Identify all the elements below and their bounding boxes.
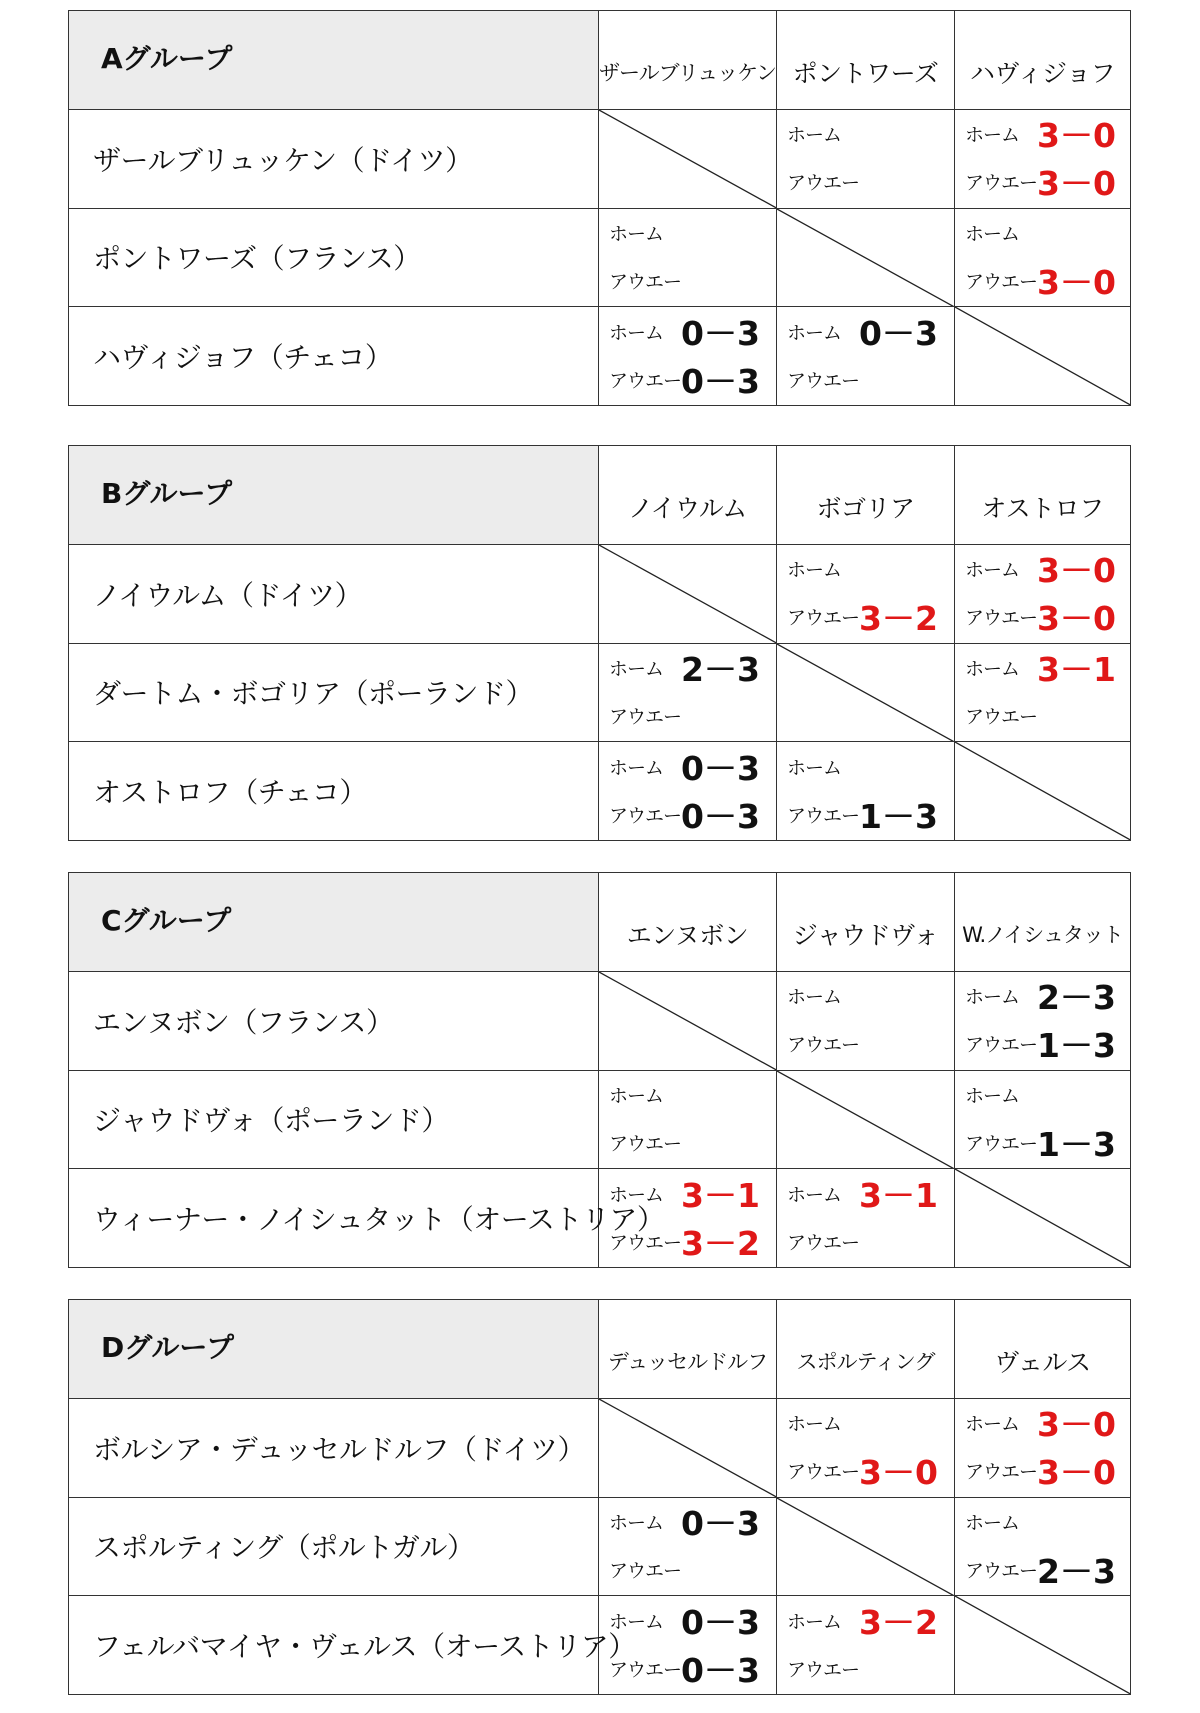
match-cell bbox=[955, 643, 1131, 742]
diagonal-line bbox=[955, 307, 1130, 405]
away-result-line bbox=[965, 597, 1116, 637]
self-match-cell bbox=[955, 307, 1131, 406]
away-result-line bbox=[965, 1451, 1116, 1491]
column-header: ノイウルム bbox=[599, 446, 777, 545]
self-match-cell bbox=[777, 208, 955, 307]
away-result-line bbox=[609, 696, 681, 736]
home-result-line bbox=[787, 1173, 938, 1213]
home-score: 2－3 bbox=[1037, 978, 1116, 1018]
away-label: アウエー bbox=[965, 271, 1038, 293]
home-result-line bbox=[787, 114, 859, 154]
self-match-cell bbox=[599, 971, 777, 1070]
away-label: アウエー bbox=[787, 1034, 860, 1057]
column-header: ハヴィジョフ bbox=[955, 11, 1131, 110]
group-table bbox=[68, 1299, 1131, 1695]
away-result-line bbox=[787, 359, 859, 399]
home-result-line bbox=[609, 746, 760, 786]
self-match-cell bbox=[777, 1070, 955, 1169]
team-row bbox=[69, 1169, 1131, 1268]
home-score: 0－3 bbox=[681, 1602, 760, 1642]
home-label: ホーム bbox=[965, 1413, 1020, 1436]
home-label: ホーム bbox=[787, 756, 842, 779]
match-cell bbox=[955, 1398, 1131, 1497]
home-label: ホーム bbox=[609, 658, 664, 680]
team-name: ダートム・ボゴリア（ポーランド） bbox=[69, 643, 599, 742]
team-row bbox=[69, 1070, 1131, 1169]
column-header: ボゴリア bbox=[777, 446, 955, 545]
home-label: ホーム bbox=[965, 223, 1020, 245]
home-result-line bbox=[609, 1600, 760, 1640]
away-result-line bbox=[965, 162, 1116, 202]
away-result-line bbox=[609, 261, 681, 301]
home-label: ホーム bbox=[787, 559, 842, 582]
match-cell bbox=[599, 742, 777, 841]
home-result-line bbox=[965, 213, 1037, 253]
away-label: アウエー bbox=[787, 607, 860, 630]
group-title bbox=[69, 873, 599, 972]
home-score: 3－1 bbox=[859, 1175, 938, 1215]
away-result-line bbox=[965, 1024, 1116, 1064]
home-result-line bbox=[787, 1403, 859, 1443]
away-score: 3－0 bbox=[859, 1453, 938, 1493]
away-score: 0－3 bbox=[681, 361, 760, 401]
home-result-line bbox=[965, 114, 1116, 154]
home-result-line bbox=[609, 1075, 681, 1115]
home-label: ホーム bbox=[787, 1610, 842, 1633]
home-result-line bbox=[609, 648, 760, 688]
away-label: アウエー bbox=[609, 1231, 682, 1254]
away-label: アウエー bbox=[787, 1231, 860, 1254]
home-result-line bbox=[965, 1403, 1116, 1443]
home-label: ホーム bbox=[965, 1512, 1020, 1534]
group-title bbox=[69, 1300, 599, 1399]
self-match-cell bbox=[955, 1596, 1131, 1695]
group-title-text: Bグループ bbox=[101, 477, 233, 510]
column-header: スポルティング bbox=[777, 1300, 955, 1399]
column-header: ポントワーズ bbox=[777, 11, 955, 110]
home-label: ホーム bbox=[609, 1512, 664, 1534]
home-label: ホーム bbox=[787, 321, 842, 344]
away-score: 3－0 bbox=[1037, 1453, 1116, 1493]
home-label: ホーム bbox=[787, 1413, 842, 1436]
match-cell bbox=[777, 544, 955, 643]
match-cell bbox=[955, 1497, 1131, 1596]
home-score: 0－3 bbox=[681, 313, 760, 353]
self-match-cell bbox=[599, 544, 777, 643]
away-label: アウエー bbox=[965, 1560, 1038, 1582]
diagonal-line bbox=[777, 644, 954, 742]
away-score: 1－3 bbox=[1037, 1026, 1116, 1066]
team-name: オストロフ（チェコ） bbox=[69, 742, 599, 841]
self-match-cell bbox=[777, 1497, 955, 1596]
match-cell bbox=[599, 1070, 777, 1169]
away-label: アウエー bbox=[787, 369, 860, 392]
column-header: ジャウドヴォ bbox=[777, 873, 955, 972]
away-result-line bbox=[787, 794, 938, 834]
home-label: ホーム bbox=[965, 1085, 1020, 1107]
home-result-line bbox=[965, 549, 1116, 589]
match-cell bbox=[599, 1596, 777, 1695]
home-result-line bbox=[787, 549, 859, 589]
group-header-row bbox=[69, 1300, 1131, 1399]
team-row bbox=[69, 1596, 1131, 1695]
home-label: ホーム bbox=[609, 223, 664, 245]
away-result-line bbox=[609, 1550, 681, 1590]
match-cell bbox=[955, 1070, 1131, 1169]
column-header: エンヌボン bbox=[599, 873, 777, 972]
home-label: ホーム bbox=[787, 986, 842, 1009]
home-label: ホーム bbox=[609, 1610, 664, 1633]
match-cell bbox=[599, 1169, 777, 1268]
away-result-line bbox=[965, 696, 1037, 736]
team-row bbox=[69, 544, 1131, 643]
away-score: 3－0 bbox=[1037, 164, 1116, 204]
away-label: アウエー bbox=[609, 271, 682, 293]
away-score: 3－0 bbox=[1037, 599, 1116, 639]
column-header: W.ノイシュタット bbox=[955, 873, 1131, 972]
diagonal-line bbox=[599, 972, 776, 1070]
home-label: ホーム bbox=[965, 986, 1020, 1009]
group-header-row bbox=[69, 873, 1131, 972]
self-match-cell bbox=[955, 742, 1131, 841]
away-result-line bbox=[609, 359, 760, 399]
team-name: ポントワーズ（フランス） bbox=[69, 208, 599, 307]
home-score: 3－0 bbox=[1037, 551, 1116, 591]
diagonal-line bbox=[955, 1169, 1130, 1267]
group-title bbox=[69, 11, 599, 110]
diagonal-line bbox=[955, 742, 1130, 840]
home-result-line bbox=[787, 311, 938, 351]
team-name: ハヴィジョフ（チェコ） bbox=[69, 307, 599, 406]
home-score: 2－3 bbox=[681, 650, 760, 689]
away-score: 3－2 bbox=[859, 599, 938, 639]
away-label: アウエー bbox=[787, 172, 860, 195]
home-label: ホーム bbox=[965, 658, 1020, 680]
column-header: ザールブリュッケン bbox=[599, 11, 777, 110]
home-label: ホーム bbox=[787, 124, 842, 147]
home-label: ホーム bbox=[609, 321, 664, 344]
home-score: 0－3 bbox=[859, 313, 938, 353]
team-row bbox=[69, 307, 1131, 406]
self-match-cell bbox=[599, 109, 777, 208]
away-score: 3－2 bbox=[681, 1223, 760, 1263]
away-label: アウエー bbox=[965, 607, 1038, 630]
away-result-line bbox=[965, 1550, 1116, 1590]
diagonal-line bbox=[777, 1071, 954, 1169]
match-cell bbox=[777, 1398, 955, 1497]
home-result-line bbox=[609, 311, 760, 351]
away-label: アウエー bbox=[965, 172, 1038, 195]
match-cell bbox=[599, 307, 777, 406]
away-result-line bbox=[609, 1123, 681, 1163]
home-label: ホーム bbox=[609, 756, 664, 779]
away-score: 1－3 bbox=[1037, 1125, 1116, 1164]
away-label: アウエー bbox=[965, 706, 1038, 728]
match-cell bbox=[955, 971, 1131, 1070]
away-result-line bbox=[787, 1451, 938, 1491]
team-name: フェルバマイヤ・ヴェルス（オーストリア） bbox=[69, 1596, 599, 1695]
group-title-text: Dグループ bbox=[101, 1331, 235, 1364]
group-title-text: Cグループ bbox=[101, 904, 232, 937]
home-result-line bbox=[609, 1173, 760, 1213]
match-cell bbox=[599, 1497, 777, 1596]
match-cell bbox=[777, 1596, 955, 1695]
away-result-line bbox=[787, 1221, 859, 1261]
away-result-line bbox=[787, 1024, 859, 1064]
diagonal-line bbox=[599, 545, 776, 643]
away-label: アウエー bbox=[965, 1034, 1038, 1057]
group-table bbox=[68, 10, 1131, 406]
match-cell bbox=[955, 109, 1131, 208]
away-label: アウエー bbox=[609, 706, 682, 728]
home-label: ホーム bbox=[787, 1183, 842, 1206]
away-label: アウエー bbox=[787, 1658, 860, 1681]
home-result-line bbox=[609, 213, 681, 253]
away-result-line bbox=[787, 162, 859, 202]
home-result-line bbox=[965, 648, 1116, 688]
team-name: ボルシア・デュッセルドルフ（ドイツ） bbox=[69, 1398, 599, 1497]
away-result-line bbox=[609, 794, 760, 834]
team-row bbox=[69, 1497, 1131, 1596]
team-name: ジャウドヴォ（ポーランド） bbox=[69, 1070, 599, 1169]
team-row bbox=[69, 643, 1131, 742]
column-header: オストロフ bbox=[955, 446, 1131, 545]
match-cell bbox=[777, 1169, 955, 1268]
column-header: ヴェルス bbox=[955, 1300, 1131, 1399]
away-result-line bbox=[965, 1123, 1116, 1163]
group-table bbox=[68, 872, 1131, 1268]
home-result-line bbox=[609, 1502, 760, 1542]
away-label: アウエー bbox=[787, 1461, 860, 1484]
diagonal-line bbox=[777, 1498, 954, 1596]
team-row bbox=[69, 109, 1131, 208]
home-result-line bbox=[787, 746, 859, 786]
away-score: 1－3 bbox=[859, 796, 938, 836]
home-label: ホーム bbox=[965, 124, 1020, 147]
away-score: 3－0 bbox=[1037, 263, 1116, 302]
diagonal-line bbox=[599, 1399, 776, 1497]
home-score: 3－0 bbox=[1037, 116, 1116, 156]
team-name: ノイウルム（ドイツ） bbox=[69, 544, 599, 643]
away-label: アウエー bbox=[609, 1658, 682, 1681]
team-name: ウィーナー・ノイシュタット（オーストリア） bbox=[69, 1169, 599, 1268]
self-match-cell bbox=[777, 643, 955, 742]
match-cell bbox=[777, 971, 955, 1070]
self-match-cell bbox=[599, 1398, 777, 1497]
away-label: アウエー bbox=[965, 1461, 1038, 1484]
group-title-text: Aグループ bbox=[101, 42, 233, 75]
away-label: アウエー bbox=[609, 1560, 682, 1582]
home-score: 3－2 bbox=[859, 1602, 938, 1642]
group-header-row bbox=[69, 11, 1131, 110]
group-header-row bbox=[69, 446, 1131, 545]
team-row bbox=[69, 1398, 1131, 1497]
match-cell bbox=[955, 544, 1131, 643]
away-result-line bbox=[609, 1221, 760, 1261]
team-name: スポルティング（ポルトガル） bbox=[69, 1497, 599, 1596]
group-table bbox=[68, 445, 1131, 841]
away-label: アウエー bbox=[787, 804, 860, 827]
team-name: エンヌボン（フランス） bbox=[69, 971, 599, 1070]
column-header: デュッセルドルフ bbox=[599, 1300, 777, 1399]
away-result-line bbox=[787, 597, 938, 637]
home-score: 3－1 bbox=[1037, 650, 1116, 689]
match-cell bbox=[777, 307, 955, 406]
away-score: 2－3 bbox=[1037, 1552, 1116, 1591]
home-result-line bbox=[787, 1600, 938, 1640]
match-cell bbox=[599, 643, 777, 742]
match-cell bbox=[777, 742, 955, 841]
diagonal-line bbox=[777, 209, 954, 307]
home-score: 0－3 bbox=[681, 748, 760, 788]
match-cell bbox=[777, 109, 955, 208]
home-label: ホーム bbox=[609, 1085, 664, 1107]
away-label: アウエー bbox=[965, 1133, 1038, 1155]
home-result-line bbox=[965, 1502, 1037, 1542]
away-score: 0－3 bbox=[681, 1650, 760, 1690]
away-result-line bbox=[609, 1648, 760, 1688]
team-row bbox=[69, 208, 1131, 307]
home-result-line bbox=[787, 976, 859, 1016]
home-label: ホーム bbox=[609, 1183, 664, 1206]
diagonal-line bbox=[955, 1596, 1130, 1694]
group-title bbox=[69, 446, 599, 545]
away-label: アウエー bbox=[609, 369, 682, 392]
home-score: 3－1 bbox=[681, 1175, 760, 1215]
match-cell bbox=[599, 208, 777, 307]
self-match-cell bbox=[955, 1169, 1131, 1268]
away-label: アウエー bbox=[609, 804, 682, 827]
diagonal-line bbox=[599, 110, 776, 208]
away-result-line bbox=[787, 1648, 859, 1688]
home-label: ホーム bbox=[965, 559, 1020, 582]
home-result-line bbox=[965, 1075, 1037, 1115]
home-result-line bbox=[965, 976, 1116, 1016]
home-score: 0－3 bbox=[681, 1504, 760, 1543]
away-result-line bbox=[965, 261, 1116, 301]
away-score: 0－3 bbox=[681, 796, 760, 836]
match-cell bbox=[955, 208, 1131, 307]
team-row bbox=[69, 742, 1131, 841]
home-score: 3－0 bbox=[1037, 1405, 1116, 1445]
team-name: ザールブリュッケン（ドイツ） bbox=[69, 109, 599, 208]
away-label: アウエー bbox=[609, 1133, 682, 1155]
team-row bbox=[69, 971, 1131, 1070]
